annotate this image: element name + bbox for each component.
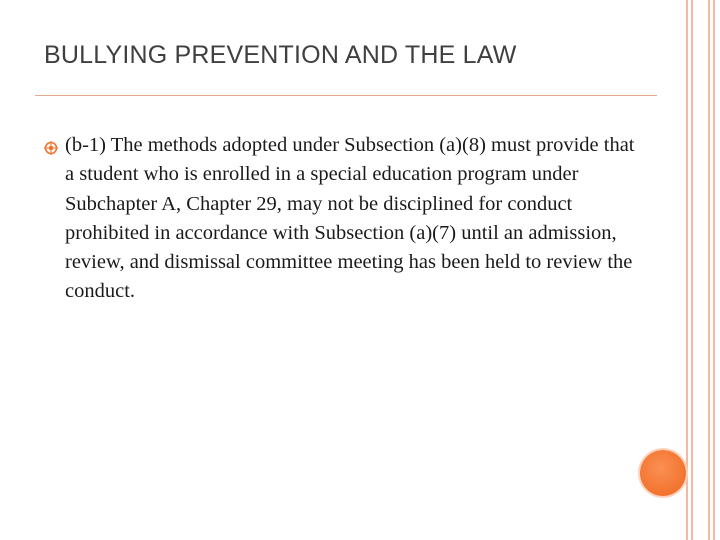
bullet-text: (b-1) The methods adopted under Subsection (a)(8) must provide that a student who is enrolled in a special education program under Subchapter A, Chapter 29, may not be disciplined for conduct prohibited in accordance with Subsection (a)(7) until an admission, review, and dismissal committee meeting has been held to review the conduct. [65, 134, 635, 303]
frame-line-outer-left [686, 0, 688, 540]
title-divider [35, 95, 657, 96]
slide-title: BULLYING PREVENTION AND THE LAW [44, 41, 517, 69]
frame-line-inner-left [691, 0, 693, 540]
frame-line-inner-right [708, 0, 710, 540]
target-bullet-icon [44, 141, 58, 155]
decorative-circle [640, 450, 686, 496]
frame-line-outer-right [713, 0, 715, 540]
